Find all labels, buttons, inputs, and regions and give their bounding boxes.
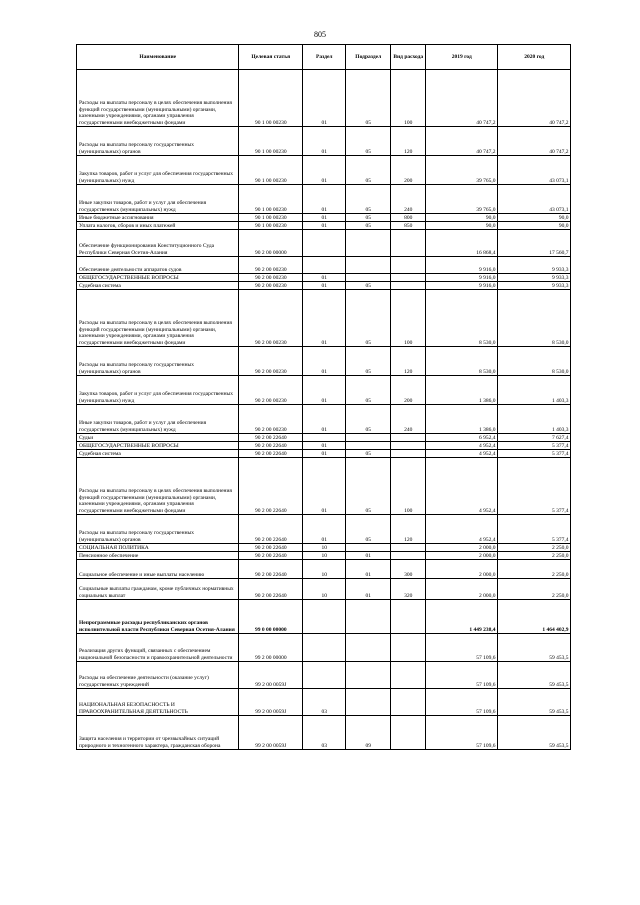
row-value-2019: 8 530,0 xyxy=(426,290,498,347)
row-value-2019: 1 386,0 xyxy=(426,376,498,405)
row-section: 01 xyxy=(303,70,346,127)
table-row xyxy=(77,230,571,257)
table-row xyxy=(77,70,571,127)
row-name: Расходы на выплаты персоналу государственных (муниципальных) органов xyxy=(77,347,239,376)
row-expense-type: 100 xyxy=(391,70,426,127)
row-subsection xyxy=(346,600,391,634)
row-target-article: 90 2 00 00230 xyxy=(239,405,303,434)
row-expense-type xyxy=(391,662,426,689)
row-value-2019: 2 000,0 xyxy=(426,552,498,560)
row-expense-type xyxy=(391,552,426,560)
row-value-2020: 8 530,0 xyxy=(498,290,571,347)
row-name: Защита населения и территории от чрезвычайных ситуаций природного и техногенного характера, гражданская оборона xyxy=(77,716,239,750)
row-value-2019: 9 916,0 xyxy=(426,282,498,290)
row-expense-type xyxy=(391,600,426,634)
row-subsection: 01 xyxy=(346,560,391,579)
row-name: Расходы на выплаты персоналу государственных (муниципальных) органов xyxy=(77,127,239,156)
row-value-2019: 4 952,4 xyxy=(426,442,498,450)
budget-table xyxy=(76,44,571,750)
row-expense-type: 240 xyxy=(391,405,426,434)
row-target-article: 99 0 00 00000 xyxy=(239,600,303,634)
row-section: 01 xyxy=(303,185,346,214)
header-expense-type: Вид расхода xyxy=(391,45,426,70)
row-value-2019: 1 386,0 xyxy=(426,405,498,434)
row-section: 01 xyxy=(303,290,346,347)
row-target-article: 90 1 00 00230 xyxy=(239,156,303,185)
row-name: Иные закупки товаров, работ и услуг для обеспечения государственных (муниципальных) нужд xyxy=(77,405,239,434)
row-expense-type: 320 xyxy=(391,579,426,600)
table-row xyxy=(77,544,571,552)
header-year-2020: 2020 год xyxy=(498,45,571,70)
row-expense-type xyxy=(391,544,426,552)
row-name: ОБЩЕГОСУДАРСТВЕННЫЕ ВОПРОСЫ xyxy=(77,274,239,282)
row-subsection xyxy=(346,442,391,450)
row-name: Судебная система xyxy=(77,450,239,458)
table-row xyxy=(77,185,571,214)
table-row xyxy=(77,716,571,750)
row-value-2020: 7 627,4 xyxy=(498,434,571,442)
row-section: 01 xyxy=(303,127,346,156)
table-row xyxy=(77,662,571,689)
row-subsection: 01 xyxy=(346,579,391,600)
row-value-2019: 57 109,6 xyxy=(426,716,498,750)
row-subsection xyxy=(346,689,391,716)
row-section: 01 xyxy=(303,450,346,458)
row-value-2020: 9 933,3 xyxy=(498,274,571,282)
row-section xyxy=(303,257,346,274)
row-expense-type: 240 xyxy=(391,185,426,214)
row-subsection: 05 xyxy=(346,347,391,376)
row-target-article: 90 2 00 22640 xyxy=(239,450,303,458)
table-row xyxy=(77,214,571,222)
row-subsection: 05 xyxy=(346,222,391,230)
row-subsection: 05 xyxy=(346,376,391,405)
row-value-2019: 57 109,6 xyxy=(426,662,498,689)
row-expense-type: 100 xyxy=(391,290,426,347)
row-subsection xyxy=(346,662,391,689)
row-value-2020: 43 073,1 xyxy=(498,185,571,214)
row-name: Обеспечение функционирования Конституционного Суда Республики Северная Осетия-Алания xyxy=(77,230,239,257)
row-value-2020: 90,0 xyxy=(498,222,571,230)
row-expense-type xyxy=(391,716,426,750)
row-subsection: 05 xyxy=(346,127,391,156)
row-name: ОБЩЕГОСУДАРСТВЕННЫЕ ВОПРОСЫ xyxy=(77,442,239,450)
row-subsection: 05 xyxy=(346,185,391,214)
row-value-2020: 59 453,5 xyxy=(498,716,571,750)
table-row xyxy=(77,450,571,458)
row-section: 01 xyxy=(303,282,346,290)
table-row xyxy=(77,222,571,230)
row-name: Судебная система xyxy=(77,282,239,290)
row-section: 03 xyxy=(303,689,346,716)
table-row xyxy=(77,579,571,600)
row-value-2019: 39 765,0 xyxy=(426,156,498,185)
row-value-2020: 5 377,4 xyxy=(498,450,571,458)
row-name: Расходы на выплаты персоналу государственных (муниципальных) органов xyxy=(77,515,239,544)
row-target-article: 90 2 00 00230 xyxy=(239,376,303,405)
table-row xyxy=(77,376,571,405)
header-subsection: Подраздел xyxy=(346,45,391,70)
table-row xyxy=(77,634,571,662)
row-value-2019: 4 952,4 xyxy=(426,458,498,515)
header-section: Раздел xyxy=(303,45,346,70)
row-name: Иные закупки товаров, работ и услуг для обеспечения государственных (муниципальных) нужд xyxy=(77,185,239,214)
row-value-2020: 5 377,4 xyxy=(498,515,571,544)
row-name: Обеспечение деятельности аппаратов судов xyxy=(77,257,239,274)
row-expense-type xyxy=(391,274,426,282)
row-expense-type xyxy=(391,434,426,442)
row-value-2019: 57 109,6 xyxy=(426,634,498,662)
row-name: Непрограммные расходы республиканских органов исполнительной власти Республики Северная Осетия-Алания xyxy=(77,600,239,634)
row-name: Иные бюджетные ассигнования xyxy=(77,214,239,222)
row-expense-type xyxy=(391,450,426,458)
row-target-article: 90 2 00 00230 xyxy=(239,347,303,376)
row-expense-type: 800 xyxy=(391,214,426,222)
row-value-2019: 6 952,4 xyxy=(426,434,498,442)
row-value-2019: 39 765,0 xyxy=(426,185,498,214)
row-subsection xyxy=(346,434,391,442)
table-row xyxy=(77,689,571,716)
row-section: 01 xyxy=(303,214,346,222)
row-section xyxy=(303,434,346,442)
row-value-2020: 59 453,5 xyxy=(498,634,571,662)
row-expense-type: 200 xyxy=(391,376,426,405)
row-target-article: 90 2 00 22640 xyxy=(239,442,303,450)
row-value-2020: 9 933,3 xyxy=(498,282,571,290)
row-subsection xyxy=(346,230,391,257)
row-target-article: 99 2 00 00000 xyxy=(239,634,303,662)
row-section xyxy=(303,662,346,689)
row-section: 10 xyxy=(303,579,346,600)
row-value-2019: 57 109,6 xyxy=(426,689,498,716)
row-target-article: 90 2 00 22640 xyxy=(239,560,303,579)
row-value-2020: 59 453,5 xyxy=(498,689,571,716)
row-name: Уплата налогов, сборов и иных платежей xyxy=(77,222,239,230)
table-row xyxy=(77,257,571,274)
row-section: 01 xyxy=(303,515,346,544)
row-value-2019: 90,0 xyxy=(426,222,498,230)
row-target-article: 90 1 00 00230 xyxy=(239,127,303,156)
row-section: 03 xyxy=(303,716,346,750)
header-year-2019: 2019 год xyxy=(426,45,498,70)
row-value-2020: 90,0 xyxy=(498,214,571,222)
table-row xyxy=(77,347,571,376)
row-expense-type xyxy=(391,282,426,290)
row-expense-type: 300 xyxy=(391,560,426,579)
row-expense-type: 850 xyxy=(391,222,426,230)
row-target-article: 90 2 00 22640 xyxy=(239,544,303,552)
row-expense-type: 100 xyxy=(391,458,426,515)
table-row xyxy=(77,442,571,450)
row-name: Закупка товаров, работ и услуг для обеспечения государственных (муниципальных) нужд xyxy=(77,376,239,405)
row-subsection: 05 xyxy=(346,515,391,544)
row-section: 10 xyxy=(303,552,346,560)
row-value-2020: 40 747,2 xyxy=(498,70,571,127)
row-value-2019: 40 747,2 xyxy=(426,127,498,156)
row-value-2019: 1 449 238,4 xyxy=(426,600,498,634)
row-target-article: 90 1 00 00230 xyxy=(239,185,303,214)
row-target-article: 90 2 00 00230 xyxy=(239,274,303,282)
row-expense-type: 200 xyxy=(391,156,426,185)
row-value-2020: 5 377,4 xyxy=(498,458,571,515)
row-subsection xyxy=(346,274,391,282)
row-subsection: 05 xyxy=(346,450,391,458)
row-value-2019: 2 000,0 xyxy=(426,560,498,579)
row-section: 10 xyxy=(303,544,346,552)
row-expense-type xyxy=(391,257,426,274)
row-name: Социальные выплаты гражданам, кроме публичных нормативных социальных выплат xyxy=(77,579,239,600)
row-value-2020: 2 250,0 xyxy=(498,579,571,600)
table-row xyxy=(77,290,571,347)
row-target-article: 90 1 00 00230 xyxy=(239,70,303,127)
row-target-article: 90 2 00 00230 xyxy=(239,290,303,347)
row-target-article: 99 2 00 0059J xyxy=(239,716,303,750)
table-row xyxy=(77,458,571,515)
row-section: 01 xyxy=(303,274,346,282)
row-value-2019: 2 000,0 xyxy=(426,544,498,552)
row-subsection: 05 xyxy=(346,70,391,127)
row-expense-type xyxy=(391,442,426,450)
row-section: 01 xyxy=(303,442,346,450)
row-target-article: 90 2 00 00230 xyxy=(239,282,303,290)
row-value-2020: 9 933,3 xyxy=(498,257,571,274)
row-target-article: 90 1 00 00230 xyxy=(239,214,303,222)
row-value-2019: 9 916,0 xyxy=(426,274,498,282)
row-name: Расходы на выплаты персоналу в целях обеспечения выполнения функций государственными (муниципальными) органами, казенными учреждениями, органами управления государственными внебюджетными фондами xyxy=(77,70,239,127)
row-expense-type xyxy=(391,689,426,716)
row-name: Расходы на выплаты персоналу в целях обеспечения выполнения функций государственными (муниципальными) органами, казенными учреждениями, органами управления государственными внебюджетными фондами xyxy=(77,458,239,515)
row-expense-type xyxy=(391,634,426,662)
row-section: 01 xyxy=(303,156,346,185)
row-subsection: 05 xyxy=(346,458,391,515)
row-subsection xyxy=(346,634,391,662)
row-subsection: 05 xyxy=(346,290,391,347)
row-value-2020: 2 250,0 xyxy=(498,552,571,560)
row-section xyxy=(303,230,346,257)
row-target-article: 90 2 00 22640 xyxy=(239,515,303,544)
row-section: 01 xyxy=(303,376,346,405)
row-value-2019: 4 952,4 xyxy=(426,450,498,458)
row-value-2019: 9 916,0 xyxy=(426,257,498,274)
row-value-2019: 2 000,0 xyxy=(426,579,498,600)
row-target-article: 99 2 00 0059J xyxy=(239,689,303,716)
row-name: СОЦИАЛЬНАЯ ПОЛИТИКА xyxy=(77,544,239,552)
row-subsection: 05 xyxy=(346,214,391,222)
row-section: 01 xyxy=(303,347,346,376)
row-name: НАЦИОНАЛЬНАЯ БЕЗОПАСНОСТЬ И ПРАВООХРАНИТЕЛЬНАЯ ДЕЯТЕЛЬНОСТЬ xyxy=(77,689,239,716)
row-value-2019: 4 952,4 xyxy=(426,515,498,544)
row-expense-type: 120 xyxy=(391,347,426,376)
row-value-2020: 59 453,5 xyxy=(498,662,571,689)
row-name: Расходы на выплаты персоналу в целях обеспечения выполнения функций государственными (муниципальными) органами, казенными учреждениями, органами управления государственными внебюджетными фондами xyxy=(77,290,239,347)
row-value-2020: 5 377,4 xyxy=(498,442,571,450)
table-row xyxy=(77,127,571,156)
row-value-2020: 43 073,1 xyxy=(498,156,571,185)
header-row xyxy=(77,45,571,70)
table-row xyxy=(77,274,571,282)
row-section: 01 xyxy=(303,222,346,230)
row-name: Реализация других функций, связанных с обеспечением национальной безопасности и правоохранительной деятельности xyxy=(77,634,239,662)
row-target-article: 90 2 00 00000 xyxy=(239,230,303,257)
row-target-article: 99 2 00 0059J xyxy=(239,662,303,689)
header-name: Наименование xyxy=(77,45,239,70)
header-target-article: Целевая статья xyxy=(239,45,303,70)
row-name: Социальное обеспечение и иные выплаты населению xyxy=(77,560,239,579)
row-name: Пенсионное обеспечение xyxy=(77,552,239,560)
table-row xyxy=(77,156,571,185)
row-value-2019: 16 868,4 xyxy=(426,230,498,257)
row-name: Судьи xyxy=(77,434,239,442)
row-expense-type: 120 xyxy=(391,515,426,544)
row-value-2019: 40 747,2 xyxy=(426,70,498,127)
table-row xyxy=(77,600,571,634)
page-number: 805 xyxy=(314,30,326,39)
row-section: 01 xyxy=(303,405,346,434)
row-expense-type: 120 xyxy=(391,127,426,156)
row-value-2020: 1 403,3 xyxy=(498,405,571,434)
row-subsection: 05 xyxy=(346,282,391,290)
row-expense-type xyxy=(391,230,426,257)
row-value-2020: 8 530,0 xyxy=(498,347,571,376)
row-value-2020: 40 747,2 xyxy=(498,127,571,156)
row-target-article: 90 2 00 22640 xyxy=(239,434,303,442)
row-subsection: 05 xyxy=(346,156,391,185)
row-target-article: 90 2 00 22640 xyxy=(239,458,303,515)
row-target-article: 90 2 00 22640 xyxy=(239,552,303,560)
table-row xyxy=(77,515,571,544)
row-subsection: 01 xyxy=(346,552,391,560)
row-target-article: 90 2 00 00230 xyxy=(239,257,303,274)
row-section xyxy=(303,600,346,634)
row-value-2020: 2 250,0 xyxy=(498,560,571,579)
table-row xyxy=(77,552,571,560)
table-row xyxy=(77,560,571,579)
row-value-2020: 2 250,0 xyxy=(498,544,571,552)
row-section xyxy=(303,634,346,662)
row-value-2019: 90,0 xyxy=(426,214,498,222)
row-target-article: 90 2 00 22640 xyxy=(239,579,303,600)
row-value-2020: 1 464 402,9 xyxy=(498,600,571,634)
row-value-2020: 1 403,3 xyxy=(498,376,571,405)
row-subsection xyxy=(346,257,391,274)
row-target-article: 90 1 00 00230 xyxy=(239,222,303,230)
table-row xyxy=(77,282,571,290)
row-value-2019: 8 530,0 xyxy=(426,347,498,376)
row-name: Расходы на обеспечение деятельности (оказание услуг) государственных учреждений xyxy=(77,662,239,689)
row-name: Закупка товаров, работ и услуг для обеспечения государственных (муниципальных) нужд xyxy=(77,156,239,185)
row-subsection xyxy=(346,544,391,552)
row-section: 10 xyxy=(303,560,346,579)
row-subsection: 09 xyxy=(346,716,391,750)
table-row xyxy=(77,405,571,434)
row-subsection: 05 xyxy=(346,405,391,434)
table-row xyxy=(77,434,571,442)
row-section: 01 xyxy=(303,458,346,515)
row-value-2020: 17 560,7 xyxy=(498,230,571,257)
